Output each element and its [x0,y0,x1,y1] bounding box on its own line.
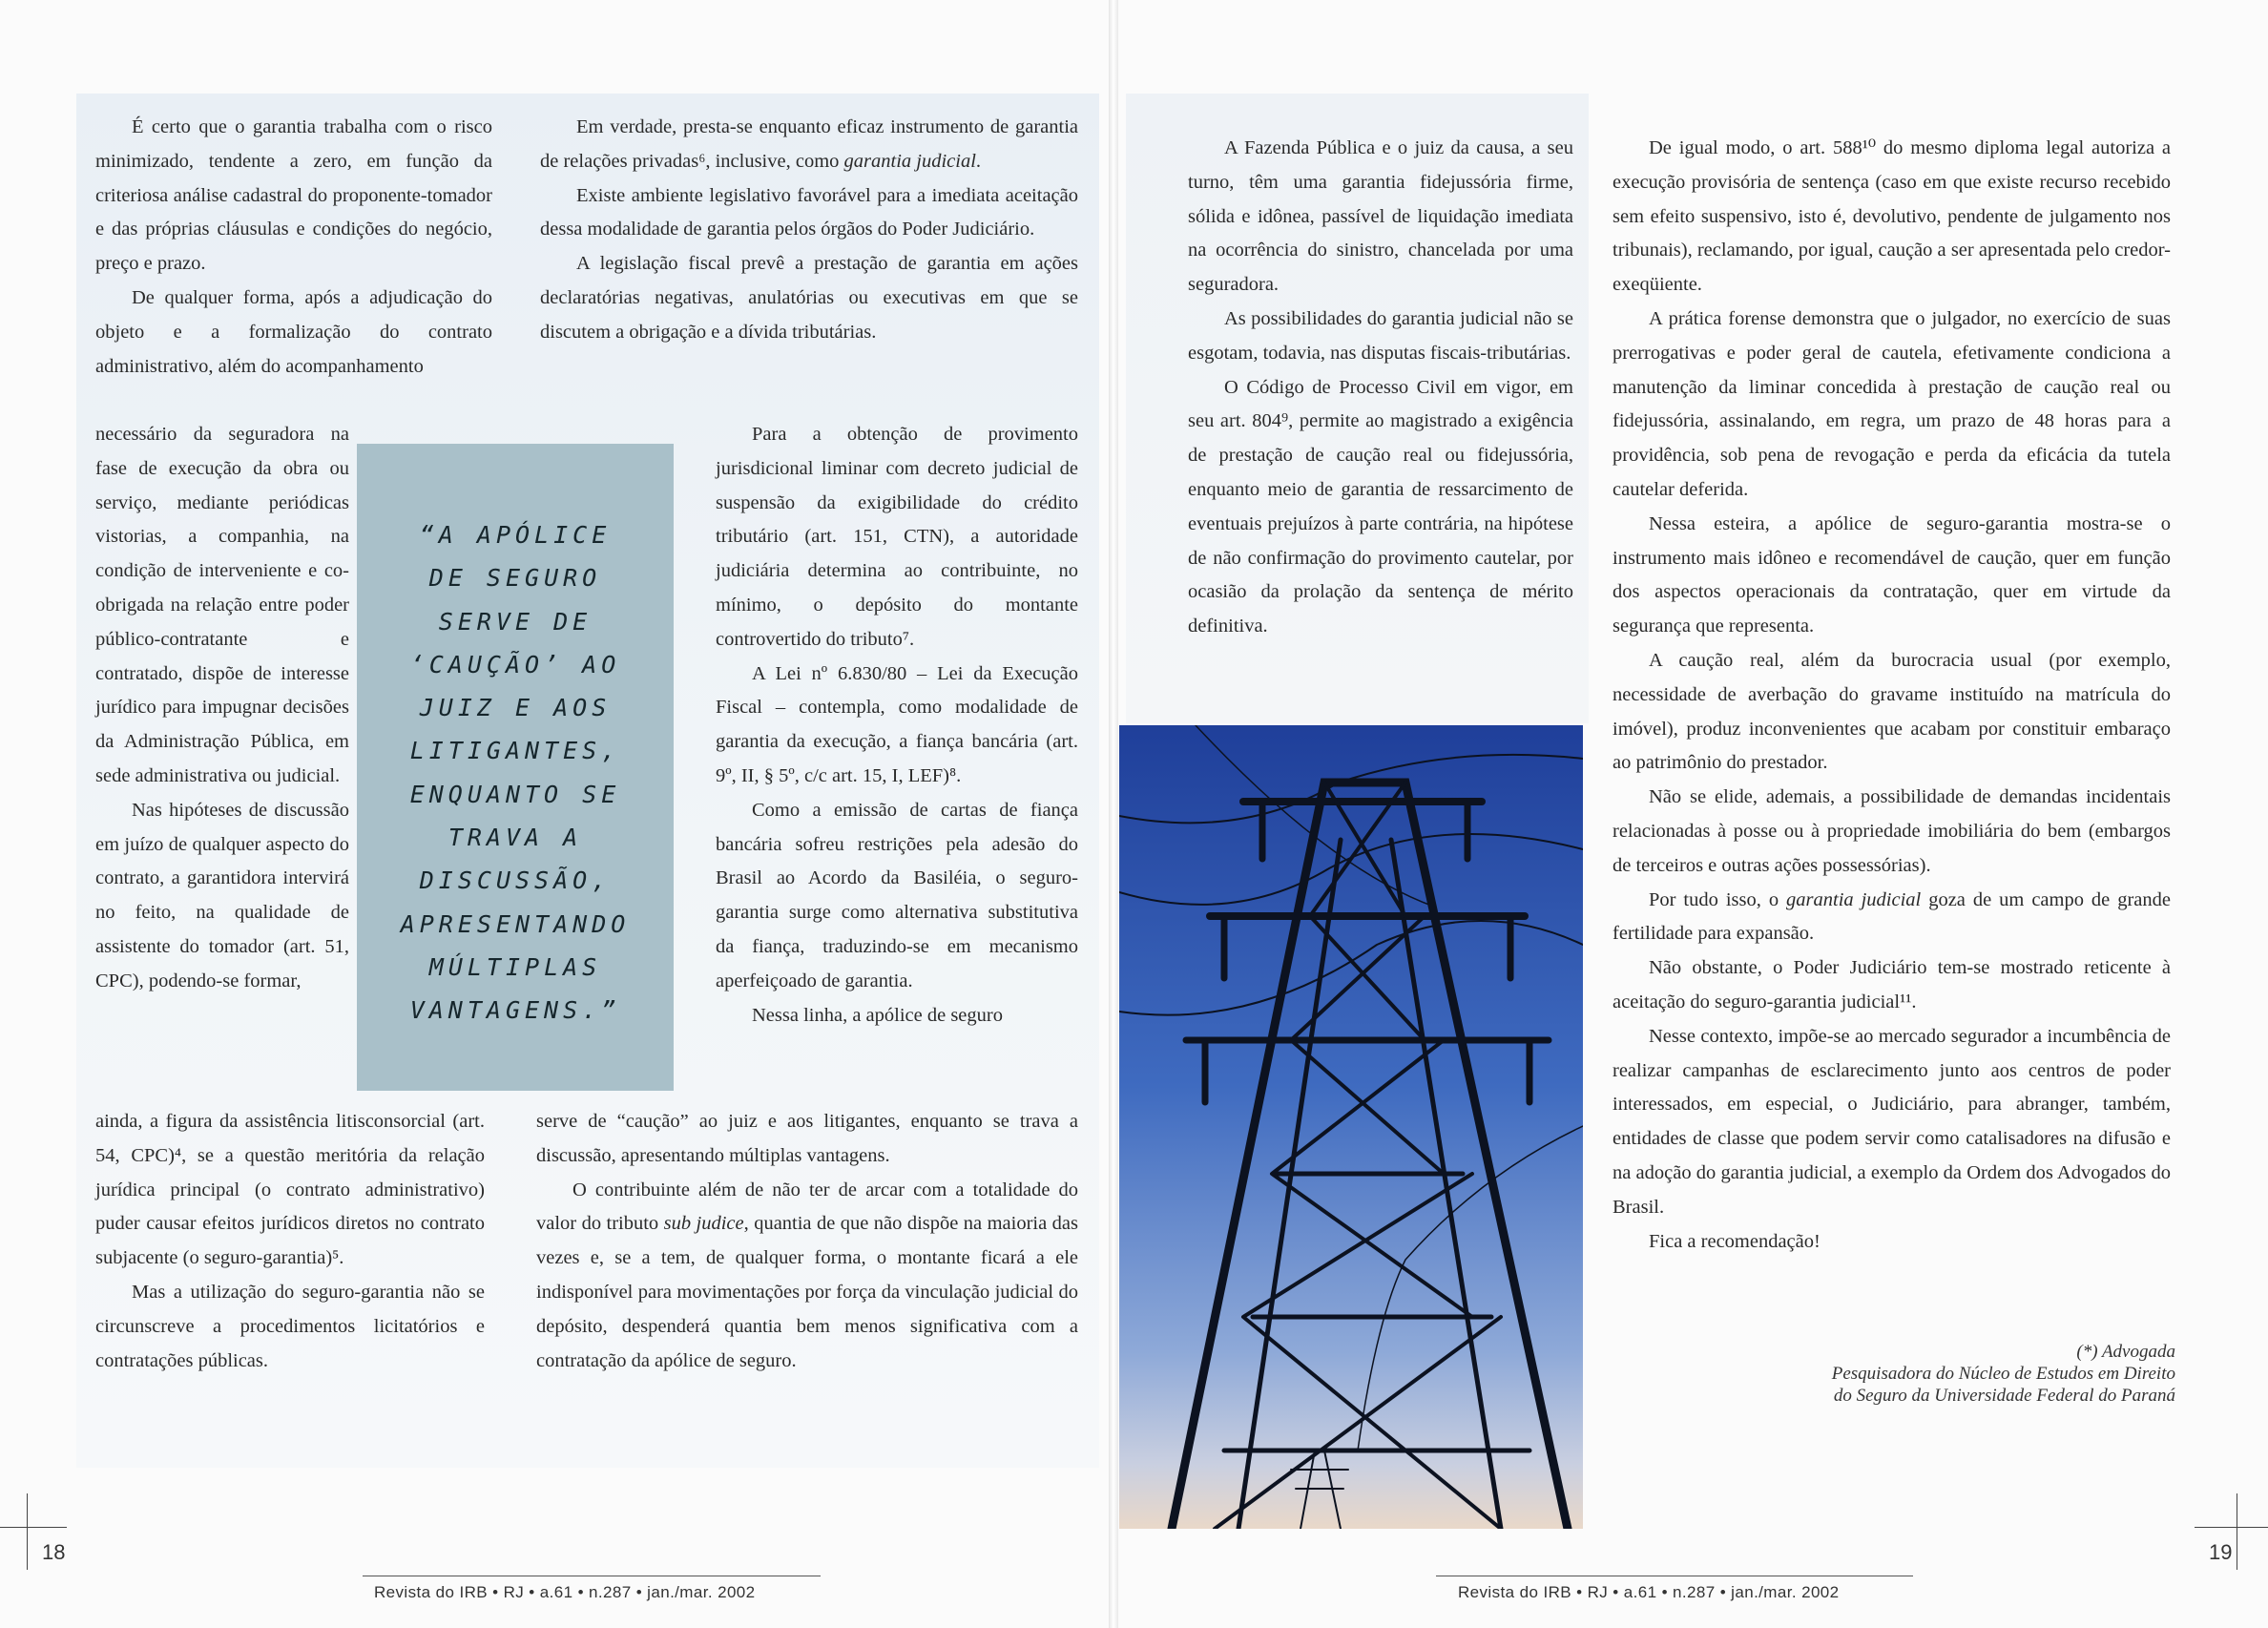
italic-term: sub judice [663,1213,744,1235]
paragraph [536,1174,1078,1379]
paragraph: Existe ambiente legislativo favorável para a imediata aceitação dessa modalidade de garantia pelos órgãos do Poder Judiciário. [540,184,1078,240]
left-column-1-top [95,111,492,384]
left-column-1-narrow [95,418,349,999]
signature-line: (*) Advogada [2076,1342,2175,1362]
pull-quote: “A APÓLICE DE SEGURO SERVE DE ‘CAUÇÃO’ AO JUIZ E AOS LITIGANTES, ENQUANTO SE TRAVA A DISCUSSÃO, APRESENTANDO MÚLTIPLAS VANTAGENS.” [400,521,631,1025]
paragraph: Nessa linha, a apólice de seguro [752,1004,1003,1026]
transmission-tower-icon [1119,725,1583,1529]
paragraph: O Código de Processo Civil em vigor, em seu art. 804⁹, permite ao magistrado a exigência de prestação de caução real ou fidejussória, enquanto meio de garantia de ressarcimento de eventuais prejuízos à parte contrária, na hipótese de não confirmação do provimento cautelar, por ocasião da prolação da sentença de mérito definitiva. [1188,376,1573,637]
paragraph: Como a emissão de cartas de fiança bancária sofreu restrições pela adesão do Brasil ao Acordo da Basiléia, o seguro-garantia surge como alternativa substitutiva da fiança, traduzindo-se em mecanismo aperfeiçoado de garantia. [716,799,1078,991]
paragraph: Nessa esteira, a apólice de seguro-garantia mostra-se o instrumento mais idôneo e recomendável de caução, quer em função dos aspectos operacionais da contratação, quer em virtude da segurança que representa. [1613,512,2171,637]
text: O contribuinte além de não ter de arcar com a totalidade do valor do tributo [536,1179,1078,1235]
text: goza de um campo de grande fertilidade para expansão. [1613,888,2172,945]
paragraph: A legislação fiscal prevê a prestação de garantia em ações declaratórias negativas, anulatórias ou executivas em que se discutem a obrigação e a dívida tributárias. [540,253,1078,343]
paragraph: É certo que o garantia trabalha com o risco minimizado, tendente a zero, em função da criteriosa análise cadastral do proponente-tomador e das próprias cláusulas e condições do negócio, preço e prazo. [95,116,492,275]
left-column-1-bottom [95,1105,485,1378]
footer-right: Revista do IRB • RJ • a.61 • n.287 • jan./mar. 2002 [1458,1583,1840,1601]
transmission-tower-photo [1119,725,1583,1529]
paragraph: A Lei nº 6.830/80 – Lei da Execução Fiscal – contempla, como modalidade de garantia da execução, a fiança bancária (art. 9º, II, § 5º, c/c art. 15, I, LEF)⁸. [716,662,1078,786]
page-number-left: 18 [42,1540,66,1564]
paragraph [540,111,1078,179]
footer-left: Revista do IRB • RJ • a.61 • n.287 • jan./mar. 2002 [374,1583,756,1601]
paragraph: ainda, a figura da assistência litisconsorcial (art. 54, CPC)⁴, se a questão meritória da relação jurídica principal (o contrato administrativo) puder causar efeitos jurídicos diretos no contrato subjacente (o seguro-garantia)⁵. [95,1111,485,1269]
paragraph: A prática forense demonstra que o julgador, no exercício de suas prerrogativas e poder geral de cautela, efetivamente condiciona a manutenção da liminar concedida à prestação de caução real ou fidejussória, assinalando, em regra, um prazo de 48 horas para a providência, sob pena de revogação e perda da eficácia da tutela cautelar deferida. [1613,307,2171,500]
paragraph: Fica a recomendação! [1649,1230,1821,1252]
text: , quantia de que não dispõe na maioria das vezes e, se a tem, de qualquer forma, o montante ficará a ele indisponível para movimentações por força da vinculação judicial do depósito, despenderá quantia bem menos significativa com a contratação da apólice de seguro. [536,1213,1078,1371]
paragraph: As possibilidades do garantia judicial não se esgotam, todavia, nas disputas fiscais-tributárias. [1188,307,1573,364]
paragraph: Nesse contexto, impõe-se ao mercado segurador a incumbência de realizar campanhas de esclarecimento junto aos centros de poder interessados, em especial, o Judiciário, para abranger, também, entidades de classe que podem servir como catalisadores na difusão e na adoção do garantia judicial, a exemplo da Ordem dos Advogados do Brasil. [1613,1025,2171,1218]
left-column-2-bottom [536,1105,1078,1378]
crop-mark [27,1493,28,1570]
author-signature [1794,1341,2175,1407]
signature-line: Pesquisadora do Núcleo de Estudos em Direito [1831,1364,2175,1384]
paragraph: necessário da seguradora na fase de execução da obra ou serviço, mediante periódicas vistorias, a companhia, na condição de interveniente e co-obrigada na relação entre poder público-contratante e contratado, dispõe de interesse jurídico para impugnar decisões da Administração Pública, em sede administrativa ou judicial. [95,424,349,786]
paragraph: De igual modo, o art. 588¹⁰ do mesmo diploma legal autoriza a execução provisória de sentença (caso em que existe recurso recebido sem efeito suspensivo, isto é, devolutivo, pendente de julgamento nos tribunais), reclamando, por igual, caução a ser apresentada pelo credor-exeqüiente. [1613,137,2171,296]
paragraph: De qualquer forma, após a adjudicação do objeto e a formalização do contrato administrativo, além do acompanhamento [95,286,492,377]
page-gutter [1109,0,1118,1628]
signature-line: do Seguro da Universidade Federal do Paraná [1833,1386,2175,1406]
paragraph: serve de “caução” ao juiz e aos litigantes, enquanto se trava a discussão, apresentando múltiplas vantagens. [536,1111,1078,1166]
paragraph: Não se elide, ademais, a possibilidade de demandas incidentais relacionadas à posse ou à propriedade imobiliária do bem (embargos de terceiros e outras ações possessórias). [1613,786,2171,876]
crop-mark [2195,1527,2268,1528]
paragraph: Não obstante, o Poder Judiciário tem-se mostrado reticente à aceitação do seguro-garantia judicial¹¹. [1613,957,2171,1012]
page-number-right: 19 [2209,1540,2233,1564]
right-column-1 [1188,132,1573,644]
text: Por tudo isso, o [1649,888,1787,910]
left-column-2-top [540,111,1078,350]
paragraph: Nas hipóteses de discussão em juízo de qualquer aspecto do contrato, a garantidora intervirá no feito, na qualidade de assistente do tomador (art. 51, CPC), podendo-se formar, [95,799,349,991]
italic-term: garantia judicial [1786,888,1922,910]
paragraph: A Fazenda Pública e o juiz da causa, a seu turno, têm uma garantia fidejussória firme, sólida e idônea, passível de liquidação imediata na ocorrência do sinistro, chancelada por uma seguradora. [1188,137,1573,296]
text: . [975,150,982,172]
paragraph: Mas a utilização do seguro-garantia não se circunscreve a procedimentos licitatórios e contratações públicas. [95,1281,485,1371]
italic-term: garantia judicial [843,150,976,172]
paragraph: A caução real, além da burocracia usual (por exemplo, necessidade de averbação do gravame instituído na matrícula do imóvel), produz inconvenientes que acabam por constituir embaraço ao patrimônio do prestador. [1613,649,2171,774]
right-column-2 [1613,132,2171,1259]
text: Em verdade, presta-se enquanto eficaz instrumento de garantia de relações privadas⁶, inclusive, como [540,116,1078,172]
left-column-2-narrow [716,418,1078,1033]
paragraph [1613,884,2171,952]
crop-mark [0,1527,67,1528]
paragraph: Para a obtenção de provimento jurisdicional liminar com decreto judicial de suspensão da exigibilidade do crédito tributário (art. 151, CTN), a autoridade judiciária determina ao contribuinte, no mínimo, o depósito do montante controvertido do tributo⁷. [716,424,1078,650]
